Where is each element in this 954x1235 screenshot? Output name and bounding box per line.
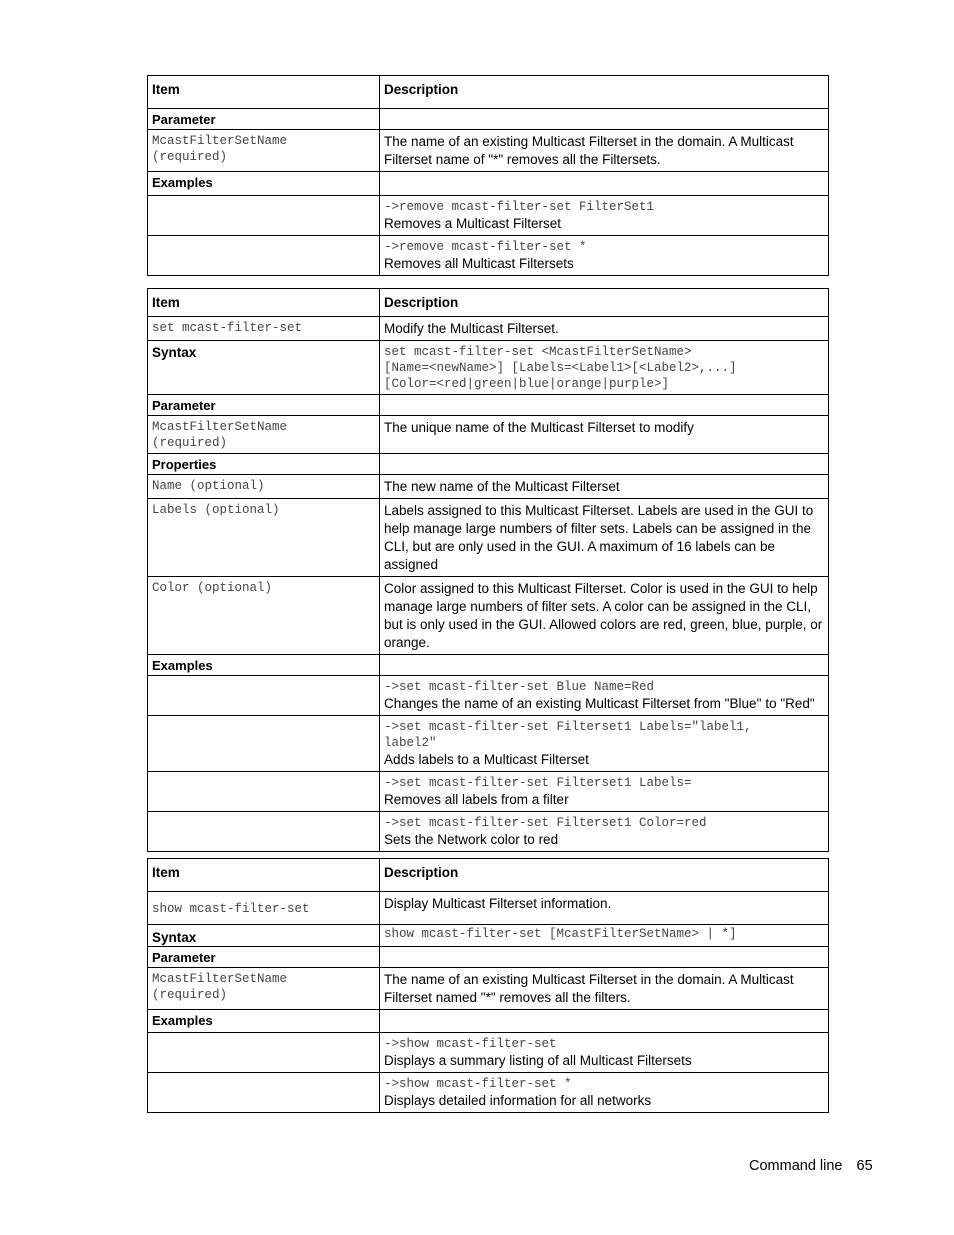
example-command: ->set mcast-filter-set Blue Name=Red (384, 680, 655, 694)
property-name: Color (optional) (152, 581, 273, 595)
set-mcast-filter-set-table (147, 288, 829, 852)
property-desc: The new name of the Multicast Filterset (384, 479, 620, 494)
example-command: ->set mcast-filter-set Filterset1 Labels="label1, label2" (384, 720, 752, 750)
example-command: ->show mcast-filter-set * (384, 1077, 572, 1091)
empty-cell (380, 395, 829, 416)
param-desc: The unique name of the Multicast Filterset to modify (384, 420, 694, 435)
example-desc: Removes all labels from a filter (384, 792, 569, 807)
example-desc: Removes a Multicast Filterset (384, 216, 562, 231)
examples-label: Examples (148, 172, 380, 196)
command-desc: Display Multicast Filterset information. (384, 896, 612, 911)
property-name: Name (optional) (152, 479, 265, 493)
example-desc: Sets the Network color to red (384, 832, 559, 847)
empty-cell (380, 1010, 829, 1033)
property-row (148, 475, 829, 499)
empty-cell (380, 947, 829, 968)
example-command: ->remove mcast-filter-set * (384, 240, 587, 254)
example-row (148, 772, 829, 812)
empty-cell (380, 454, 829, 475)
property-desc: Labels assigned to this Multicast Filterset. Labels are used in the GUI to help manage large numbers of filter sets. Labels can be assigned in the CLI, but are only used in the GUI. A maximum of 16 labels can be assigned (384, 503, 814, 572)
property-desc: Color assigned to this Multicast Filterset. Color is used in the GUI to help manage large numbers of filter sets. A color can be assigned in the CLI, but is only used in the GUI. Allowed colors are red, green, blue, purple, or orange. (384, 581, 823, 650)
example-row (148, 1073, 829, 1113)
example-desc: Displays detailed information for all networks (384, 1093, 652, 1108)
param-name: McastFilterSetName (required) (152, 972, 288, 1002)
show-mcast-filter-set-table (147, 858, 829, 1113)
property-name: Labels (optional) (152, 503, 280, 517)
example-command: ->show mcast-filter-set (384, 1037, 557, 1051)
syntax-text: show mcast-filter-set [McastFilterSetName> | *] (384, 927, 737, 941)
syntax-label: Syntax (148, 341, 380, 395)
command-name: show mcast-filter-set (152, 902, 310, 916)
header-description: Description (380, 76, 829, 109)
remove-mcast-filter-set-table (147, 75, 829, 276)
command-name: set mcast-filter-set (152, 321, 303, 335)
example-row (148, 812, 829, 852)
syntax-label: Syntax (148, 925, 380, 947)
properties-label: Properties (148, 454, 380, 475)
example-command: ->set mcast-filter-set Filterset1 Color=red (384, 816, 707, 830)
footer-section: Command line (749, 1158, 843, 1174)
property-row (148, 499, 829, 577)
parameter-label: Parameter (148, 109, 380, 130)
example-command: ->set mcast-filter-set Filterset1 Labels= (384, 776, 692, 790)
example-row (148, 676, 829, 716)
param-name: McastFilterSetName (required) (152, 134, 288, 164)
examples-label: Examples (148, 1010, 380, 1033)
example-desc: Removes all Multicast Filtersets (384, 256, 574, 271)
property-row (148, 577, 829, 655)
example-desc: Displays a summary listing of all Multicast Filtersets (384, 1053, 692, 1068)
header-description: Description (380, 289, 829, 317)
page-footer (749, 1158, 873, 1174)
example-desc: Changes the name of an existing Multicast Filterset from "Blue'' to "Red" (384, 696, 815, 711)
command-desc: Modify the Multicast Filterset. (384, 321, 559, 336)
header-item: Item (148, 289, 380, 317)
example-row (148, 236, 829, 276)
examples-label: Examples (148, 655, 380, 676)
parameter-label: Parameter (148, 395, 380, 416)
parameter-label: Parameter (148, 947, 380, 968)
param-name: McastFilterSetName (required) (152, 420, 288, 450)
example-row (148, 196, 829, 236)
example-desc: Adds labels to a Multicast Filterset (384, 752, 589, 767)
param-desc: The name of an existing Multicast Filterset in the domain. A Multicast Filterset name of "*" removes all the Filtersets. (384, 134, 794, 167)
empty-cell (380, 172, 829, 196)
empty-cell (380, 655, 829, 676)
example-command: ->remove mcast-filter-set FilterSet1 (384, 200, 655, 214)
empty-cell (380, 109, 829, 130)
header-description: Description (380, 859, 829, 892)
page-number: 65 (856, 1158, 873, 1174)
param-desc: The name of an existing Multicast Filterset in the domain. A Multicast Filterset named "*" removes all the filters. (384, 972, 794, 1005)
header-item: Item (148, 76, 380, 109)
header-item: Item (148, 859, 380, 892)
example-row (148, 1033, 829, 1073)
syntax-text: set mcast-filter-set <McastFilterSetName> [Name=<newName>] [Labels=<Label1>[<Label2>,...] [Color=<red|green|blue|orange|purple>] (384, 345, 737, 391)
example-row (148, 716, 829, 772)
